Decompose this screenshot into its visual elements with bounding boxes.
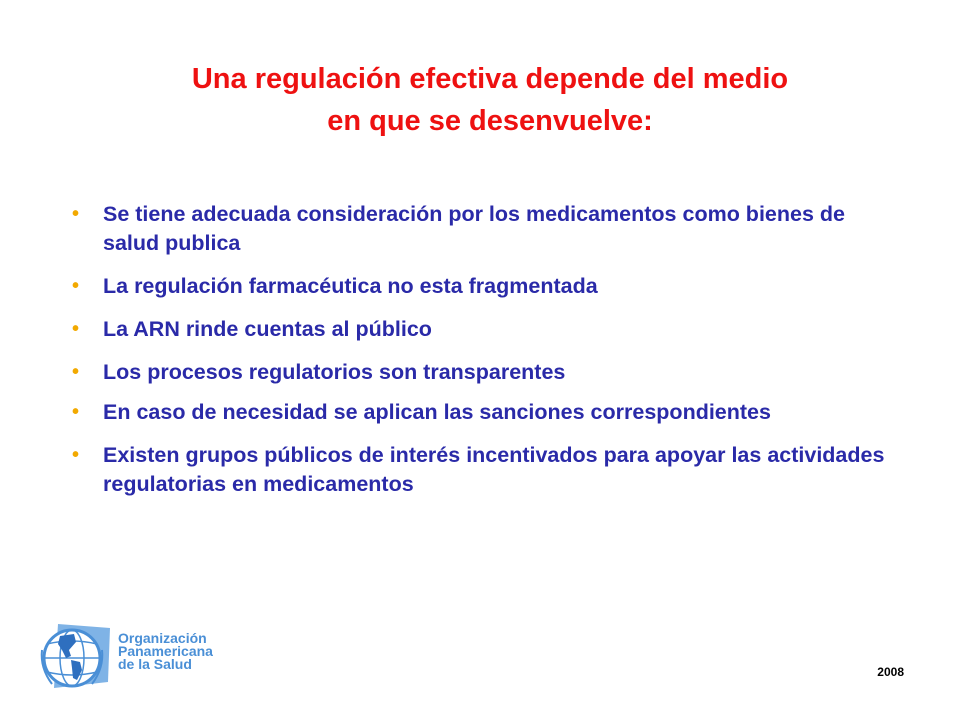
bullet-dot-icon: • xyxy=(72,444,80,466)
bullet-dot-icon: • xyxy=(72,361,80,383)
slide-title-line2: en que se desenvuelve: xyxy=(327,105,653,137)
bullet-text: La ARN rinde cuentas al público xyxy=(103,317,432,341)
bullet-text: Los procesos regulatorios son transparentes xyxy=(103,360,566,384)
bullet-item xyxy=(72,398,902,427)
logo-text xyxy=(118,632,213,671)
bullet-item xyxy=(72,441,902,499)
logo-line1: Organización xyxy=(118,630,207,646)
logo-line2: Panamericana xyxy=(118,643,213,659)
bullet-dot-icon: • xyxy=(72,203,80,225)
bullet-text: Se tiene adecuada consideración por los medicamentos como bienes de salud publica xyxy=(103,202,845,255)
bullet-item xyxy=(72,272,902,301)
slide-title xyxy=(60,58,920,142)
bullet-item xyxy=(72,315,902,344)
bullet-item xyxy=(72,358,902,387)
paho-logo xyxy=(38,620,278,692)
bullet-dot-icon: • xyxy=(72,318,80,340)
logo-line3: de la Salud xyxy=(118,656,192,672)
bullet-text: En caso de necesidad se aplican las sanciones correspondientes xyxy=(103,400,771,424)
bullet-dot-icon: • xyxy=(72,401,80,423)
bullet-text: La regulación farmacéutica no esta fragmentada xyxy=(103,274,598,298)
year-label: 2008 xyxy=(877,665,904,679)
bullet-dot-icon: • xyxy=(72,275,80,297)
paho-globe-logo-icon xyxy=(38,620,116,692)
bullet-text: Existen grupos públicos de interés incentivados para apoyar las actividades regulatorias en medicamentos xyxy=(103,443,885,496)
bullet-list xyxy=(72,200,902,513)
bullet-item xyxy=(72,200,902,258)
slide-title-line1: Una regulación efectiva depende del medio xyxy=(191,63,789,95)
